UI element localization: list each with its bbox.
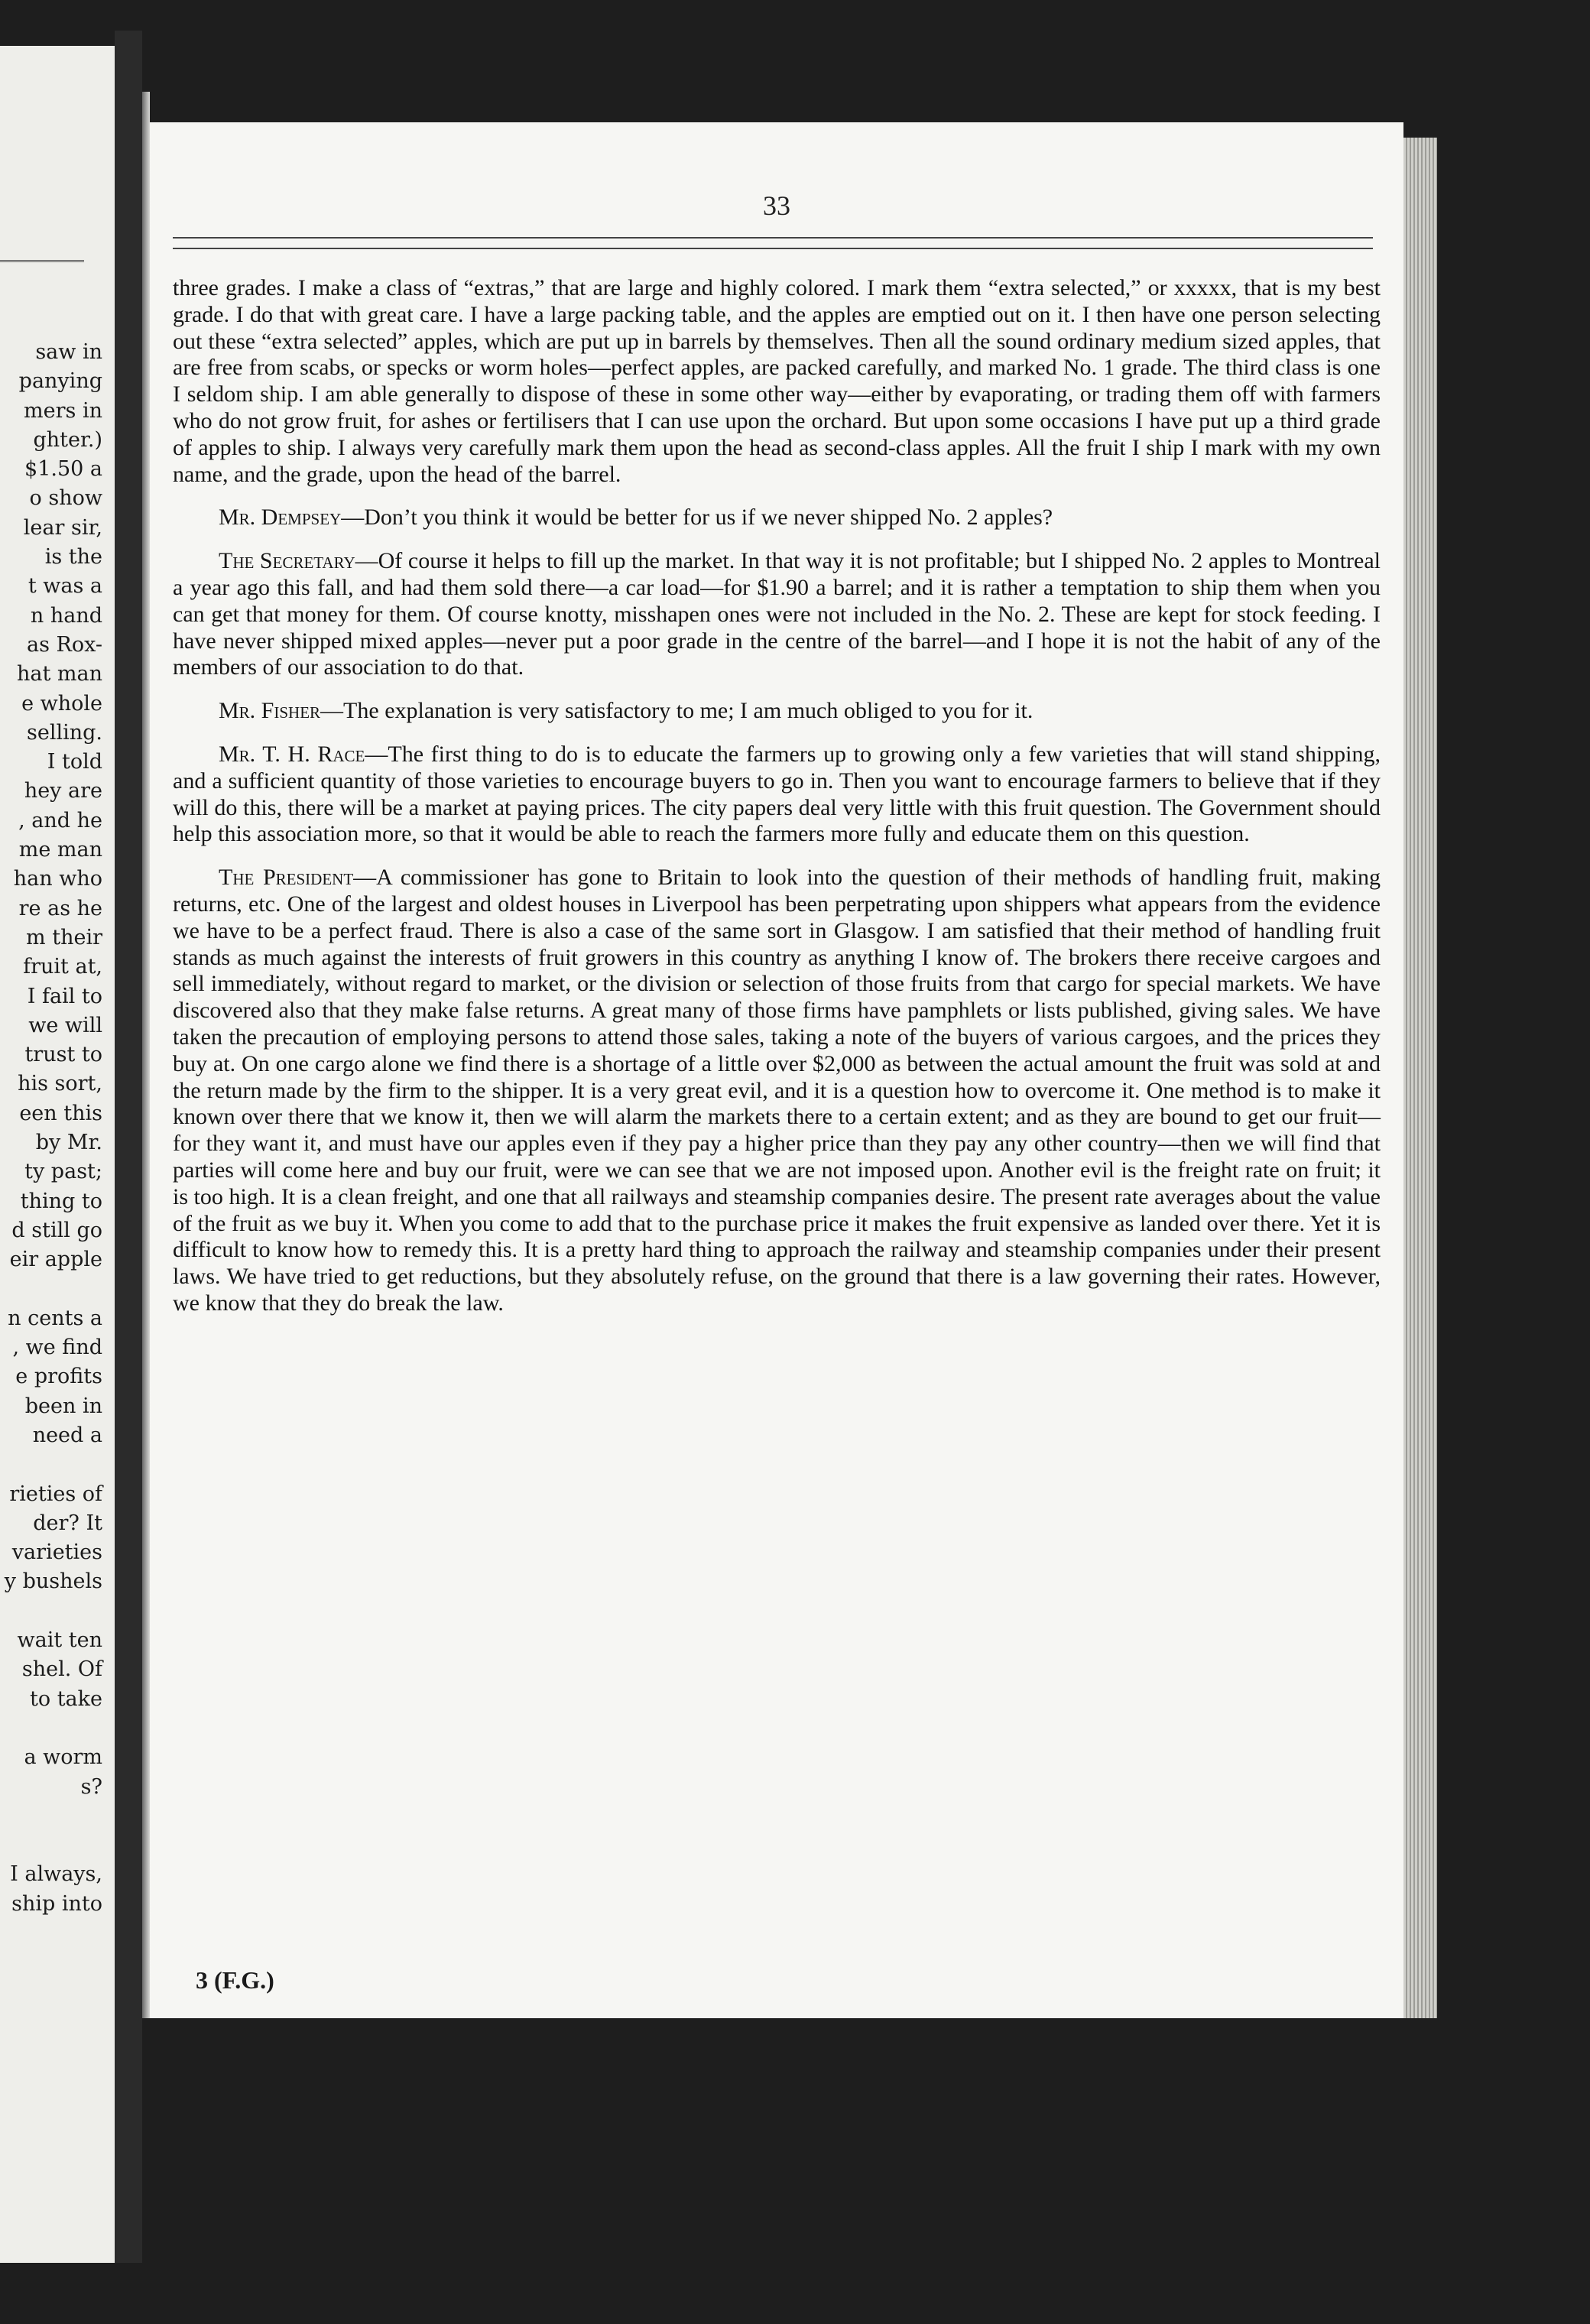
paragraph-continued (173, 275, 1381, 488)
left-page-rule (0, 260, 84, 262)
left-page-line: hey are (24, 779, 102, 803)
left-page-line: , we find (12, 1336, 102, 1360)
left-page-line: panying (18, 369, 102, 394)
left-page-line: hat man (16, 662, 102, 686)
left-page-line: , and he (18, 808, 102, 833)
left-page-line: m their (26, 925, 102, 949)
paragraph-text: —The first thing to do is to educate the farmers up to growing only a few varieties that will stand shipping, and a sufficient quantity of those varieties to encourage buyers to go in. Then you want to encourage farmers to believe that if they will do this, there will be a market at paying prices. The city papers deal very little with this fruit question. The Government should help this association more, so that it would be able to reach the farmers more fully and educate them on this question. (173, 741, 1381, 847)
left-page-line: his sort, (18, 1072, 102, 1096)
speaker-name: The Secretary (219, 548, 355, 574)
left-page-line: varieties (11, 1540, 102, 1565)
paragraph-text: —Of course it helps to fill up the market. In that way it is not profitable; but I shipped No. 2 apples to Montreal a year ago this fall, and had them sold there—a car load—for $1.90 a barrel; and it is rather a temptation to ship them when you can get that money for them. Of course knotty, misshapen ones were not included in the No. 2. These are kept for stock feeding. I have never shipped mixed apples—never put a poor grade in the centre of the barrel—and I hope it is not the habit of any of the members of our association to do that. (173, 548, 1381, 680)
left-page-line: e whole (21, 691, 102, 716)
paragraph-race (173, 742, 1381, 848)
left-page-line (5, 1802, 102, 1831)
speaker-name: Mr. Fisher (219, 698, 321, 724)
left-page-line: I told (47, 750, 102, 774)
paragraph-dempsey (173, 505, 1381, 531)
left-page-line (5, 1831, 102, 1860)
left-page-line: I fail to (27, 984, 102, 1008)
left-page-line: saw in (35, 340, 102, 364)
left-page-line: shel. Of (21, 1657, 102, 1682)
paragraph-text: three grades. I make a class of “extras,” that are large and highly colored. I mark them “extra selected,” or xxxxx, that is my best grade. I do that with great care. I have a large packing table, and the apples are emptied out on it. I then have one person selecting out these “extra selected” apples, which are put up in barrels by themselves. Then all the sound ordinary medium sized apples, that are free from scabs, or specks or worm holes—perfect apples, are packed carefully, and marked No. 1 grade. The third class is one I seldom ship. I am able generally to dispose of these in some other way—either by evaporating, or trading them off with farmers who do not grow fruit, for ashes or fertilisers that I can use upon the orchard. But upon some occasions I have put up a third grade of apples to ship. I always very carefully mark them upon the head as second-class apples. All the fruit I ship I mark with my own name, and the grade, upon the head of the barrel. (173, 275, 1381, 487)
left-page-line: mers in (24, 398, 102, 423)
left-page-line: ty past; (24, 1160, 102, 1184)
left-page-line (5, 1275, 102, 1304)
left-page-line: to take (30, 1686, 102, 1711)
gutter-shadow (142, 92, 150, 2018)
left-page-line: selling. (27, 720, 102, 745)
left-page-line: lear sir, (23, 515, 102, 540)
left-page-line: der? It (33, 1511, 102, 1535)
speaker-name: The President (219, 865, 354, 891)
left-page-line: e profits (15, 1365, 102, 1389)
left-page-line: d still go (11, 1218, 102, 1242)
left-page-line: we will (28, 1013, 102, 1037)
left-page-line: fruit at, (23, 955, 102, 979)
body-text (173, 275, 1381, 1317)
left-page-line: t was a (28, 574, 102, 599)
left-page-line: wait ten (17, 1628, 102, 1653)
paragraph-text: —A commissioner has gone to Britain to look into the question of their methods of handling fruit, making returns, etc. One of the largest and oldest houses in Liverpool has been perpetrating upon shippers what appears from the evidence we have to be a perfect fraud. There is also a case of the same sort in Glasgow. I am satisfied that their method of handling fruit stands as much against the interests of fruit growers in this country as anything I know of. The brokers there receive cargoes and sell immediately, without regard to market, or the division or selection of those fruits from that cargo for special markets. We have discovered also that they make false returns. A great many of those firms have pamphlets or lists published, giving sales. We have taken the precaution of employing persons to attend those sales, taking a note of the buyers of various cargoes, and the prices they buy at. On one cargo alone we find there is a shortage of a little over $2,000 as between the actual amount the fruit was sold at and the return made by the firm to the shipper. It is a very great evil, and it is a question how to overcome it. One method is to make it known over there that we know it, then we will alarm the markets there to a certain extent; and as they are bound to get our fruit—for they want it, and must have our apples even if they pay a higher price than they pay any other country—then we will find that parties will come here and buy our fruit, were we can see that we are not imposed upon. Another evil is the freight rate on fruit; it is too high. It is a clean freight, and one that all railways and steamship companies desire. The present rate averages about the value of the fruit as we buy it. When you come to add that to the purchase price it makes the fruit expensive as landed over there. Yet it is difficult to know how to remedy this. It is a pretty hard thing to approach the railway and steamship companies under their present laws. We have tried to get reductions, but they absolutely refuse, on the ground that there is a law governing their rates. However, we know that they do break the law. (173, 865, 1381, 1316)
left-page-line (5, 1450, 102, 1479)
left-page-line (5, 1714, 102, 1743)
left-page-line: o show (29, 486, 102, 511)
paragraph-president (173, 865, 1381, 1317)
left-page-line: een this (19, 1101, 102, 1125)
left-page-line: n hand (30, 603, 102, 628)
book-page (150, 122, 1403, 2018)
paragraph-fisher (173, 698, 1381, 725)
left-page-line: as Rox- (27, 632, 102, 657)
left-page-line: ghter.) (33, 427, 102, 452)
left-page-line: s? (80, 1774, 102, 1799)
speaker-name: Mr. Dempsey (219, 505, 342, 531)
left-page-line: rieties of (9, 1482, 102, 1506)
left-page-fragment (0, 46, 115, 2263)
header-rule (173, 237, 1373, 249)
left-page-line (5, 1597, 102, 1626)
left-page-text (5, 338, 102, 1919)
left-page-line: y bushels (4, 1569, 102, 1594)
left-page-line: need a (32, 1423, 102, 1447)
paragraph-text: —The explanation is very satisfactory to me; I am much obliged to you for it. (320, 698, 1034, 724)
left-page-line: a worm (24, 1745, 102, 1770)
left-page-line: by Mr. (35, 1131, 102, 1155)
left-page-line: been in (24, 1394, 102, 1418)
left-page-line: han who (13, 867, 102, 891)
left-page-line: n cents a (8, 1306, 102, 1330)
left-page-line: is the (44, 545, 102, 570)
book-gutter (115, 31, 142, 2263)
speaker-name: Mr. T. H. Race (219, 741, 365, 767)
paragraph-text: —Don’t you think it would be better for us if we never shipped No. 2 apples? (341, 505, 1053, 531)
left-page-line: ship into (11, 1891, 102, 1916)
page-stack-edge (1403, 138, 1437, 2018)
paragraph-secretary (173, 548, 1381, 681)
left-page-line: thing to (20, 1189, 102, 1213)
left-page-line: me man (18, 838, 102, 862)
left-page-line: re as he (18, 896, 102, 920)
signature-mark: 3 (F.G.) (196, 1966, 274, 1994)
left-page-line: trust to (24, 1043, 102, 1067)
page-number: 33 (763, 190, 790, 221)
left-page-line: eir apple (9, 1248, 102, 1272)
left-page-line: $1.50 a (24, 457, 102, 482)
left-page-line: I always, (10, 1862, 102, 1887)
